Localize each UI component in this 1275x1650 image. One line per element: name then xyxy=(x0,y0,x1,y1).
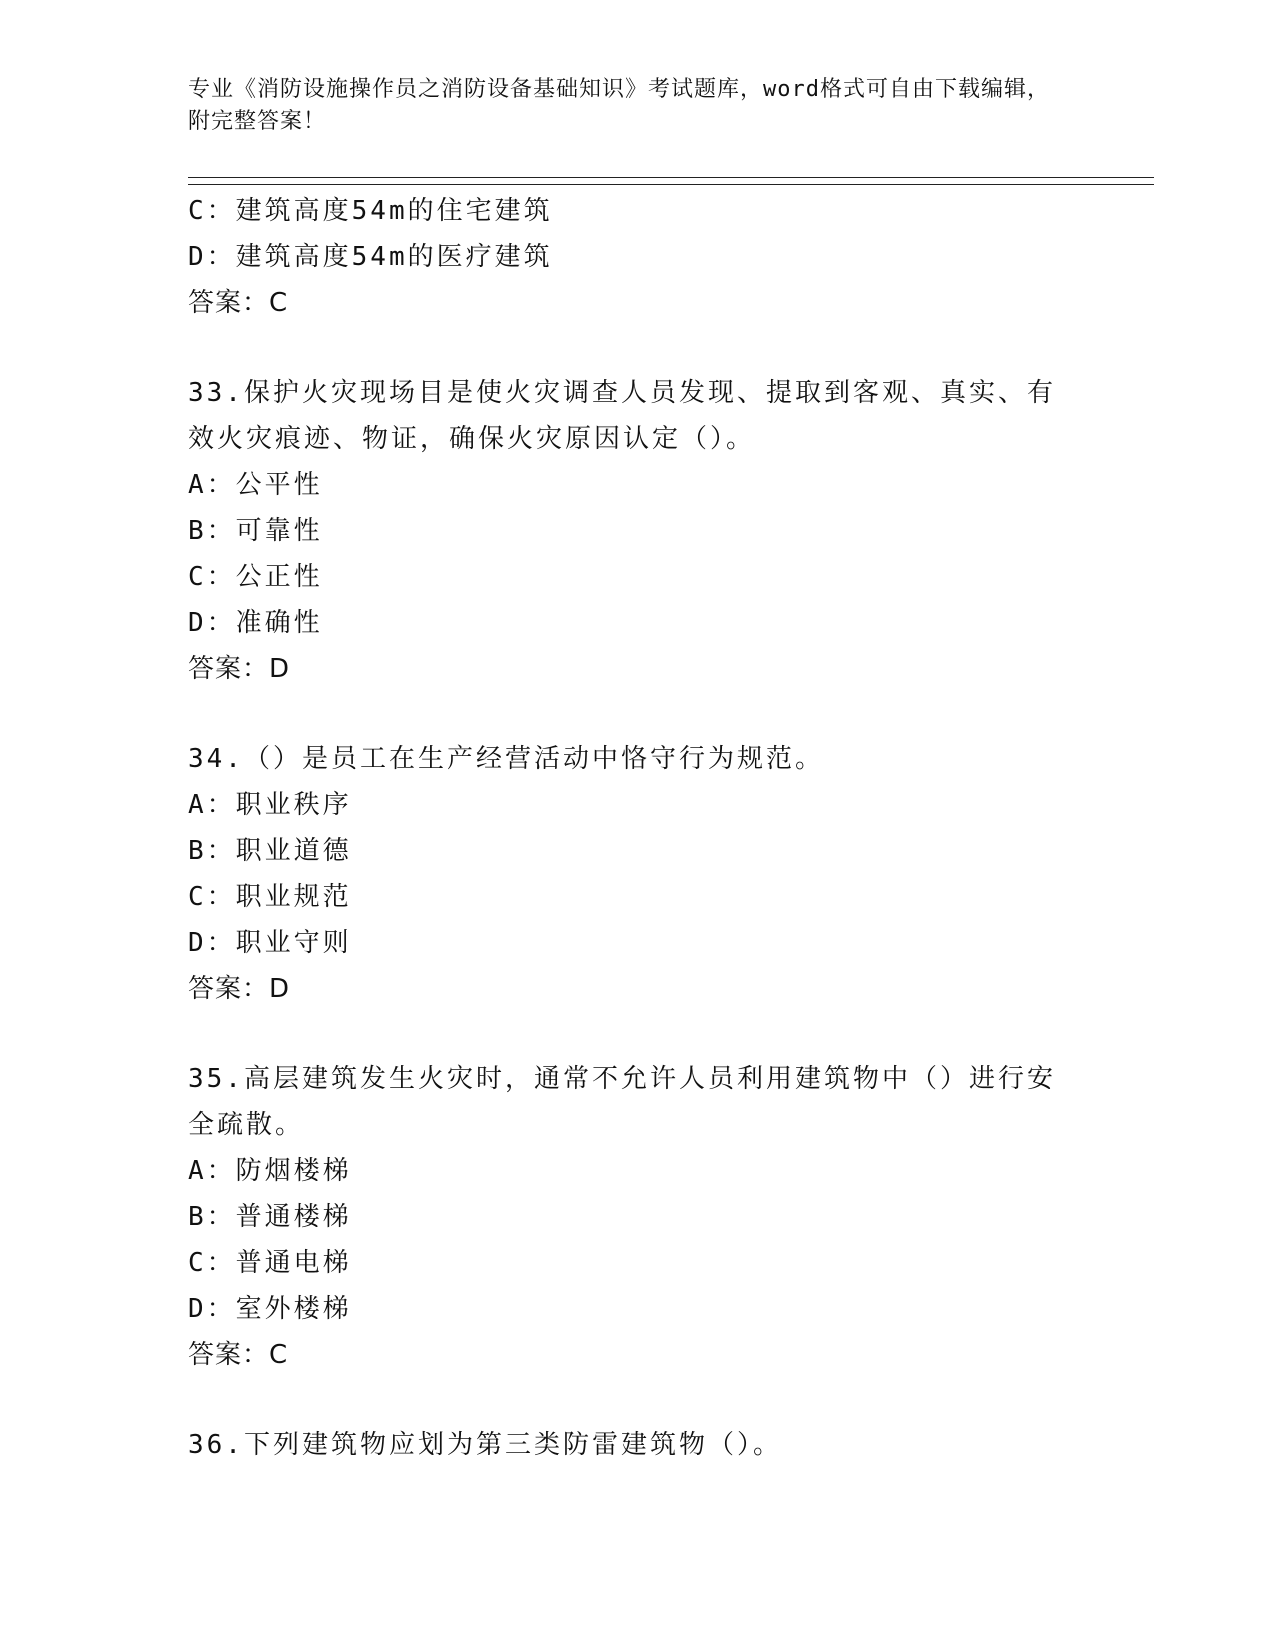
option-c: C：公正性 xyxy=(188,562,323,592)
option-a: A：防烟楼梯 xyxy=(188,1156,352,1186)
option-c: C：建筑高度54m的住宅建筑 xyxy=(188,196,553,226)
option-d: D：室外楼梯 xyxy=(188,1294,352,1324)
option-b: B：职业道德 xyxy=(188,836,352,866)
continued-question xyxy=(188,188,1088,326)
question-36 xyxy=(188,1422,1088,1468)
answer: 答案：C xyxy=(188,1340,289,1370)
question-text: 35.高层建筑发生火灾时，通常不允许人员利用建筑物中（）进行安全疏散。 xyxy=(188,1064,1056,1140)
document-body xyxy=(188,188,1088,1468)
question-text: 36.下列建筑物应划为第三类防雷建筑物（）。 xyxy=(188,1430,782,1460)
option-b: B：可靠性 xyxy=(188,516,323,546)
option-b: B：普通楼梯 xyxy=(188,1202,352,1232)
question-text: 33.保护火灾现场目是使火灾调查人员发现、提取到客观、真实、有效火灾痕迹、物证，确保火灾原因认定（）。 xyxy=(188,378,1056,454)
question-35 xyxy=(188,1056,1088,1378)
answer: 答案：C xyxy=(188,288,289,318)
document-header: 专业《消防设施操作员之消防设备基础知识》考试题库，word格式可自由下载编辑，附完整答案！ xyxy=(188,77,1050,134)
option-c: C：职业规范 xyxy=(188,882,352,912)
answer: 答案：D xyxy=(188,974,291,1004)
question-34 xyxy=(188,736,1088,1012)
option-d: D：职业守则 xyxy=(188,928,352,958)
option-c: C：普通电梯 xyxy=(188,1248,352,1278)
answer: 答案：D xyxy=(188,654,291,684)
option-d: D：建筑高度54m的医疗建筑 xyxy=(188,242,553,272)
header-double-rule xyxy=(188,177,1154,185)
question-33 xyxy=(188,370,1088,692)
option-a: A：职业秩序 xyxy=(188,790,352,820)
question-text: 34.（）是员工在生产经营活动中恪守行为规范。 xyxy=(188,744,824,774)
option-d: D：准确性 xyxy=(188,608,323,638)
option-a: A：公平性 xyxy=(188,470,323,500)
